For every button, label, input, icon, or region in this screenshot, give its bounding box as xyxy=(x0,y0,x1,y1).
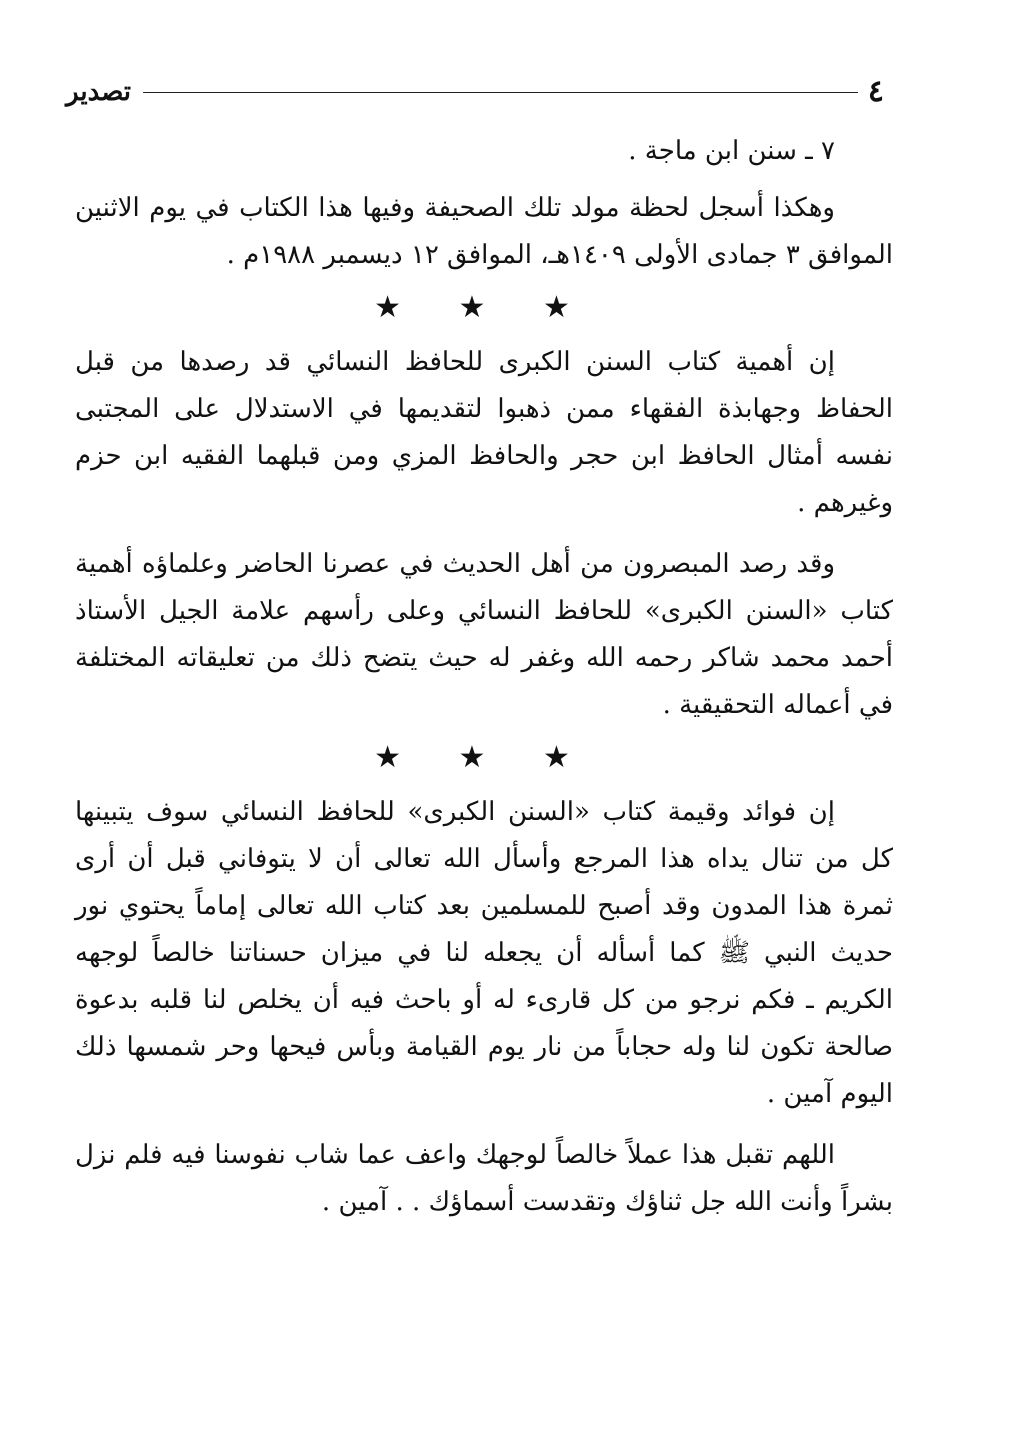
page-number: ٤ xyxy=(867,74,884,109)
header-title: تصدير xyxy=(66,77,132,107)
paragraph-prayer: اللهم تقبل هذا عملاً خالصاً لوجهك واعف عما شاب نفوسنا فيه فلم نزل بشراً وأنت الله جل ثناؤك وتقدست أسماؤك . . آمين . xyxy=(75,1140,893,1217)
paragraph-date-record: وهكذا أسجل لحظة مولد تلك الصحيفة وفيها هذا الكتاب في يوم الاثنين الموافق ٣ جمادى الأولى ١٤٠٩هـ، الموافق ١٢ ديسمبر ١٩٨٨م . xyxy=(75,193,893,270)
running-header xyxy=(66,72,884,112)
list-item-7: ٧ ـ سنن ابن ماجة . xyxy=(628,136,835,166)
star-separator: ★ ★ ★ xyxy=(374,740,594,775)
star-separator: ★ ★ ★ xyxy=(374,290,594,325)
header-rule xyxy=(143,92,858,93)
paragraph-importance: إن أهمية كتاب السنن الكبرى للحافظ النسائي قد رصدها من قبل الحفاظ وجهابذة الفقهاء ممن ذهبوا لتقديمها في الاستدلال على المجتبى نفسه أمثال الحافظ ابن حجر والحافظ المزي ومن قبلهما الفقيه ابن حزم وغيرهم . xyxy=(75,347,893,518)
paragraph-scholars: وقد رصد المبصرون من أهل الحديث في عصرنا الحاضر وعلماؤه أهمية كتاب «السنن الكبرى» للحافظ النسائي وعلى رأسهم علامة الجيل الأستاذ أحمد محمد شاكر رحمه الله وغفر له حيث يتضح ذلك من تعليقاته المختلفة في أعماله التحقيقية . xyxy=(75,549,893,720)
paragraph-benefits: إن فوائد وقيمة كتاب «السنن الكبرى» للحافظ النسائي سوف يتبينها كل من تنال يداه هذا المرجع وأسأل الله تعالى أن لا يتوفاني قبل أن أرى ثمرة هذا المدون وقد أصبح للمسلمين بعد كتاب الله تعالى إماماً يحتوي نور حديث النبي ﷺ كما أسأله أن يجعله لنا في ميزان حسناتنا خالصاً لوجهه الكريم ـ فكم نرجو من كل قارىء له أو باحث فيه أن يخلص لنا قلبه بدعوة صالحة تكون لنا وله حجاباً من نار يوم القيامة وبأس فيحها وحر شمسها ذلك اليوم آمين . xyxy=(75,797,893,1109)
body-text xyxy=(75,128,893,1240)
